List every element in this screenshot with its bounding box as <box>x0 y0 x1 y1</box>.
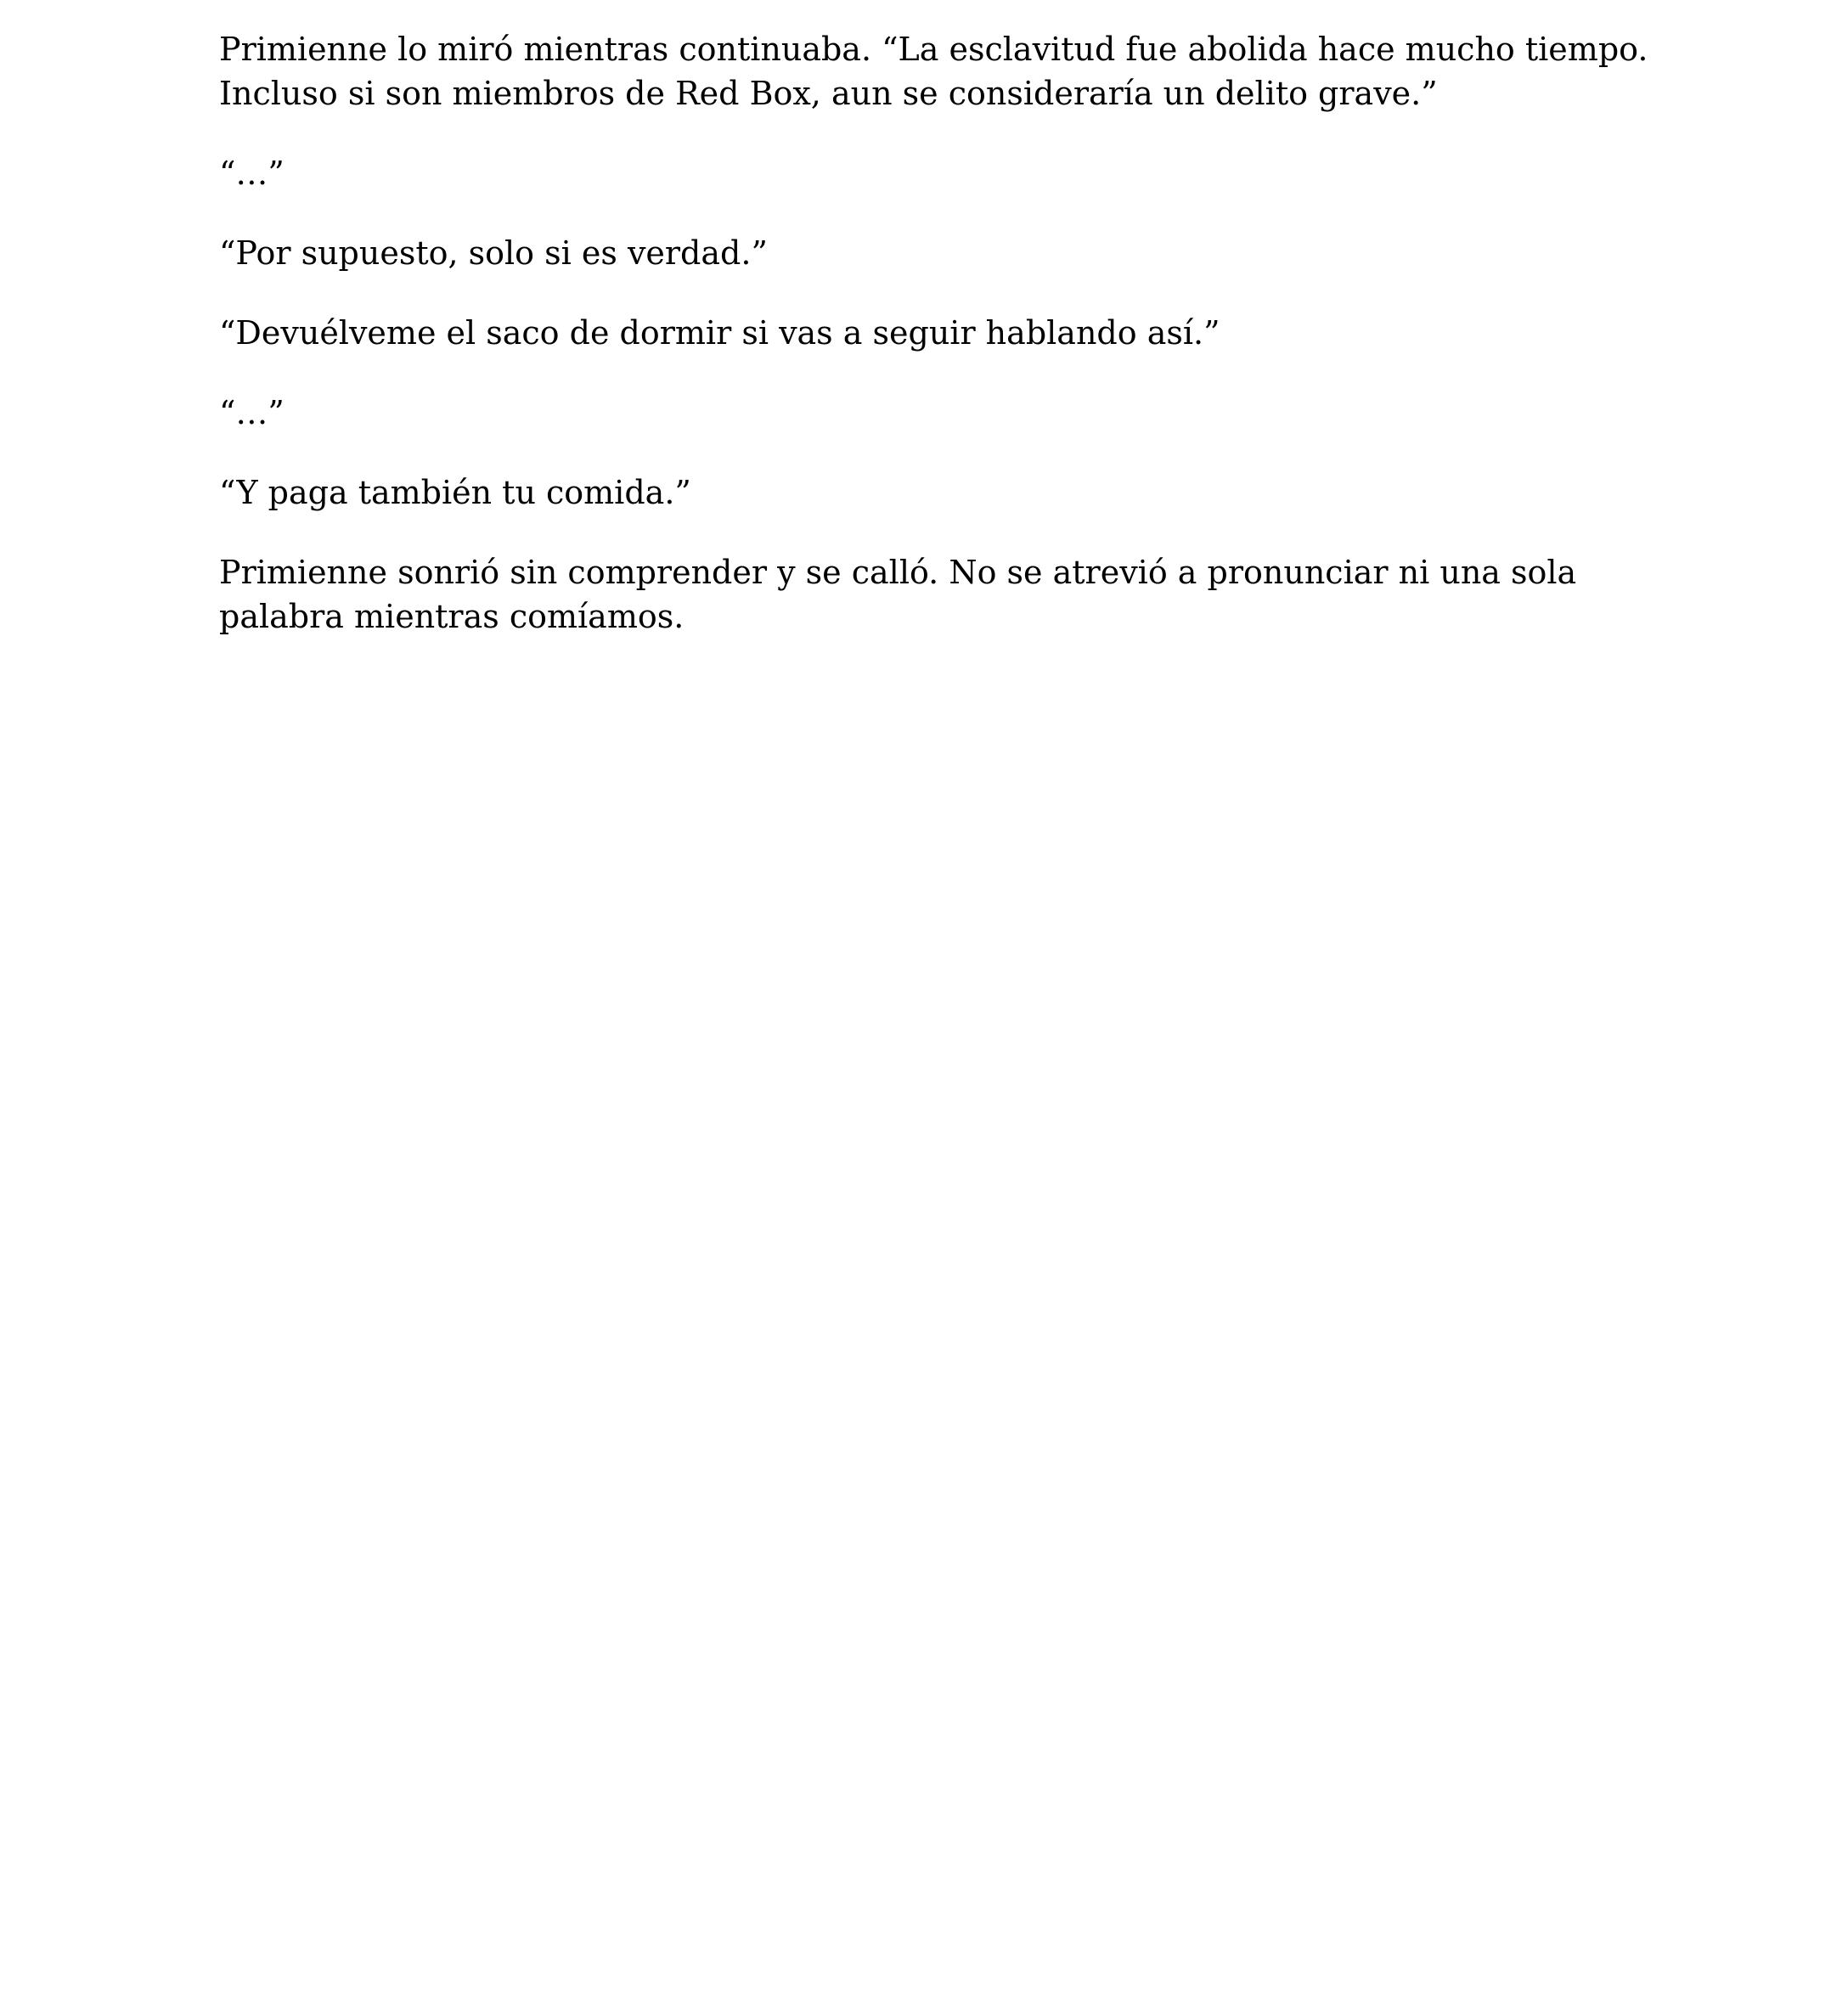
paragraph: “Y paga también tu comida.” <box>219 474 691 511</box>
document-body <box>219 27 1663 674</box>
paragraph: Primienne sonrió sin comprender y se calló. No se atrevió a pronunciar ni una sola palabra mientras comíamos. <box>219 554 1577 635</box>
paragraph: Primienne lo miró mientras continuaba. “La esclavitud fue abolida hace mucho tiempo. Incluso si son miembros de Red Box, aun se consideraría un delito grave.” <box>219 31 1648 112</box>
paragraph: “Por supuesto, solo si es verdad.” <box>219 234 768 272</box>
paragraph: “…” <box>219 155 285 192</box>
paragraph: “Devuélveme el saco de dormir si vas a seguir hablando así.” <box>219 314 1220 352</box>
paragraph: “…” <box>219 394 285 431</box>
